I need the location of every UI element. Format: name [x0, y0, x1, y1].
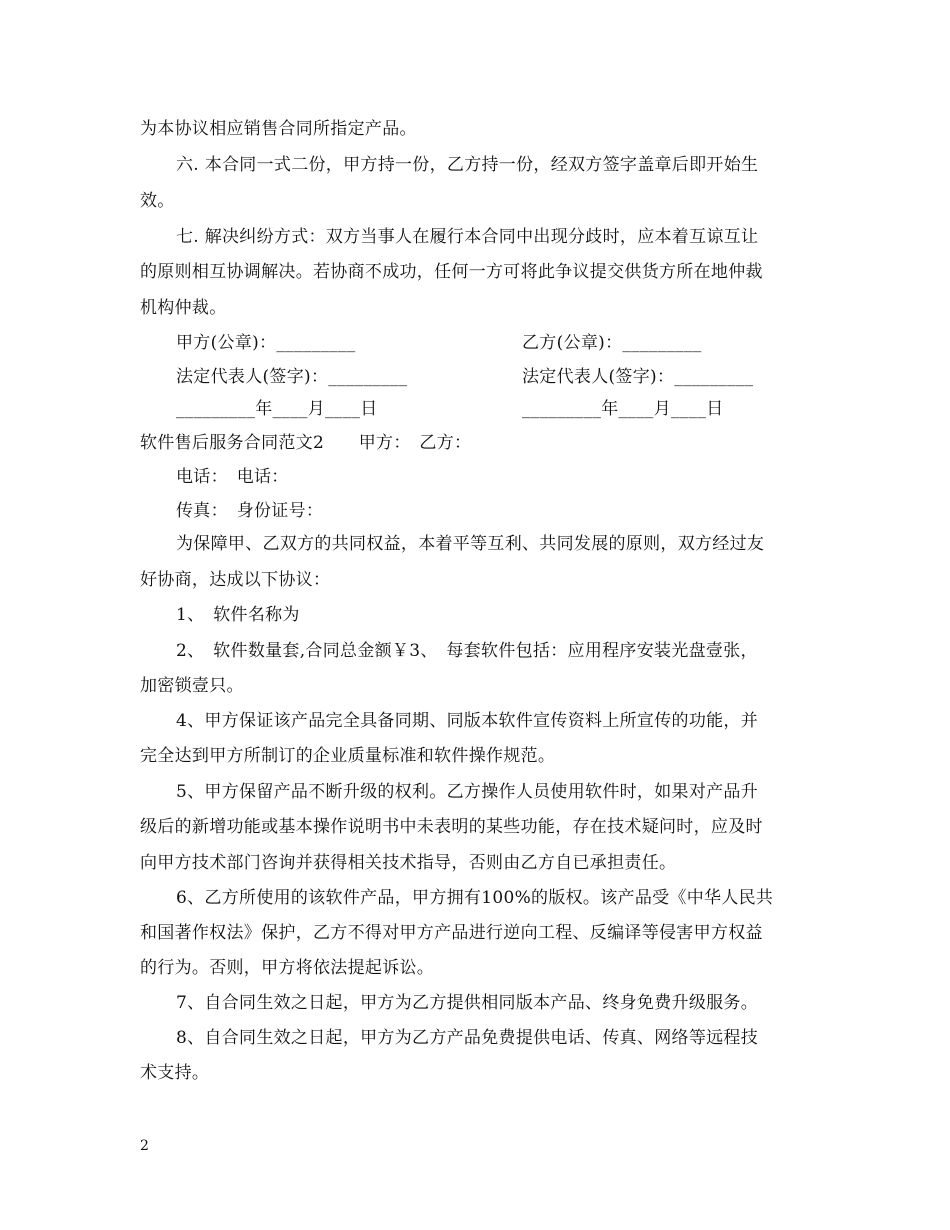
item-7: 7、自合同生效之日起，甲方为乙方提供相同版本产品、终身免费升级服务。: [176, 993, 759, 1013]
contract-title: 软件售后服务合同范文2 甲方： 乙方：: [140, 433, 472, 453]
item-1: 1、 软件名称为: [176, 605, 300, 625]
item-2: 2、 软件数量套,合同总金额￥3、 每套软件包括：应用程序安装光盘壹张，: [176, 641, 758, 661]
text-line: 级后的新增功能或基本操作说明书中未表明的某些功能，存在技术疑问时，应及时: [140, 817, 763, 837]
item-5: 5、甲方保留产品不断升级的权利。乙方操作人员使用软件时，如果对产品升: [176, 782, 759, 802]
page-number: 2: [140, 1138, 149, 1154]
text-line: 的行为。否则，甲方将依法提起诉讼。: [140, 958, 435, 978]
text-line: 好协商，达成以下协议：: [140, 570, 331, 590]
text-line: 和国著作权法》保护，乙方不得对甲方产品进行逆向工程、反编译等侵害甲方权益: [140, 923, 763, 943]
text-line: 效。: [140, 191, 175, 211]
text-line: 向甲方技术部门咨询并获得相关技术指导，否则由乙方自已承担责任。: [140, 853, 677, 873]
text-line: 术支持。: [140, 1063, 210, 1083]
text-line: 加密锁壹只。: [140, 676, 244, 696]
party-b-representative: 法定代表人(签字)：_________: [522, 367, 754, 387]
text-line: 的原则相互协调解决。若协商不成功，任何一方可将此争议提交供货方所在地仲裁: [140, 262, 763, 282]
party-a-date: _________年____月____日: [176, 399, 378, 419]
item-6: 6、乙方所使用的该软件产品，甲方拥有100%的版权。该产品受《中华人民共: [176, 888, 774, 908]
text-line: 完全达到甲方所制订的企业质量标准和软件操作规范。: [140, 746, 556, 766]
clause-6: 六. 本合同一式二份，甲方持一份，乙方持一份，经双方签字盖章后即开始生: [176, 155, 759, 175]
preamble: 为保障甲、乙双方的共同权益，本着平等互利、共同发展的原则，双方经过友: [176, 534, 765, 554]
item-8: 8、自合同生效之日起，甲方为乙方产品免费提供电话、传真、网络等远程技: [176, 1028, 759, 1048]
party-b-seal: 乙方(公章)：_________: [522, 333, 702, 353]
text-line: 为本协议相应销售合同所指定产品。: [140, 119, 417, 139]
party-b-date: _________年____月____日: [522, 399, 724, 419]
clause-7: 七. 解决纠纷方式：双方当事人在履行本合同中出现分歧时，应本着互谅互让: [176, 227, 759, 247]
text-line: 机构仲裁。: [140, 298, 227, 318]
fax-line: 传真： 身份证号：: [176, 501, 324, 521]
phone-line: 电话： 电话：: [176, 467, 289, 487]
party-a-seal: 甲方(公章)：_________: [176, 333, 356, 353]
party-a-representative: 法定代表人(签字)：_________: [176, 367, 408, 387]
item-4: 4、甲方保证该产品完全具备同期、同版本软件宣传资料上所宣传的功能，并: [176, 711, 759, 731]
